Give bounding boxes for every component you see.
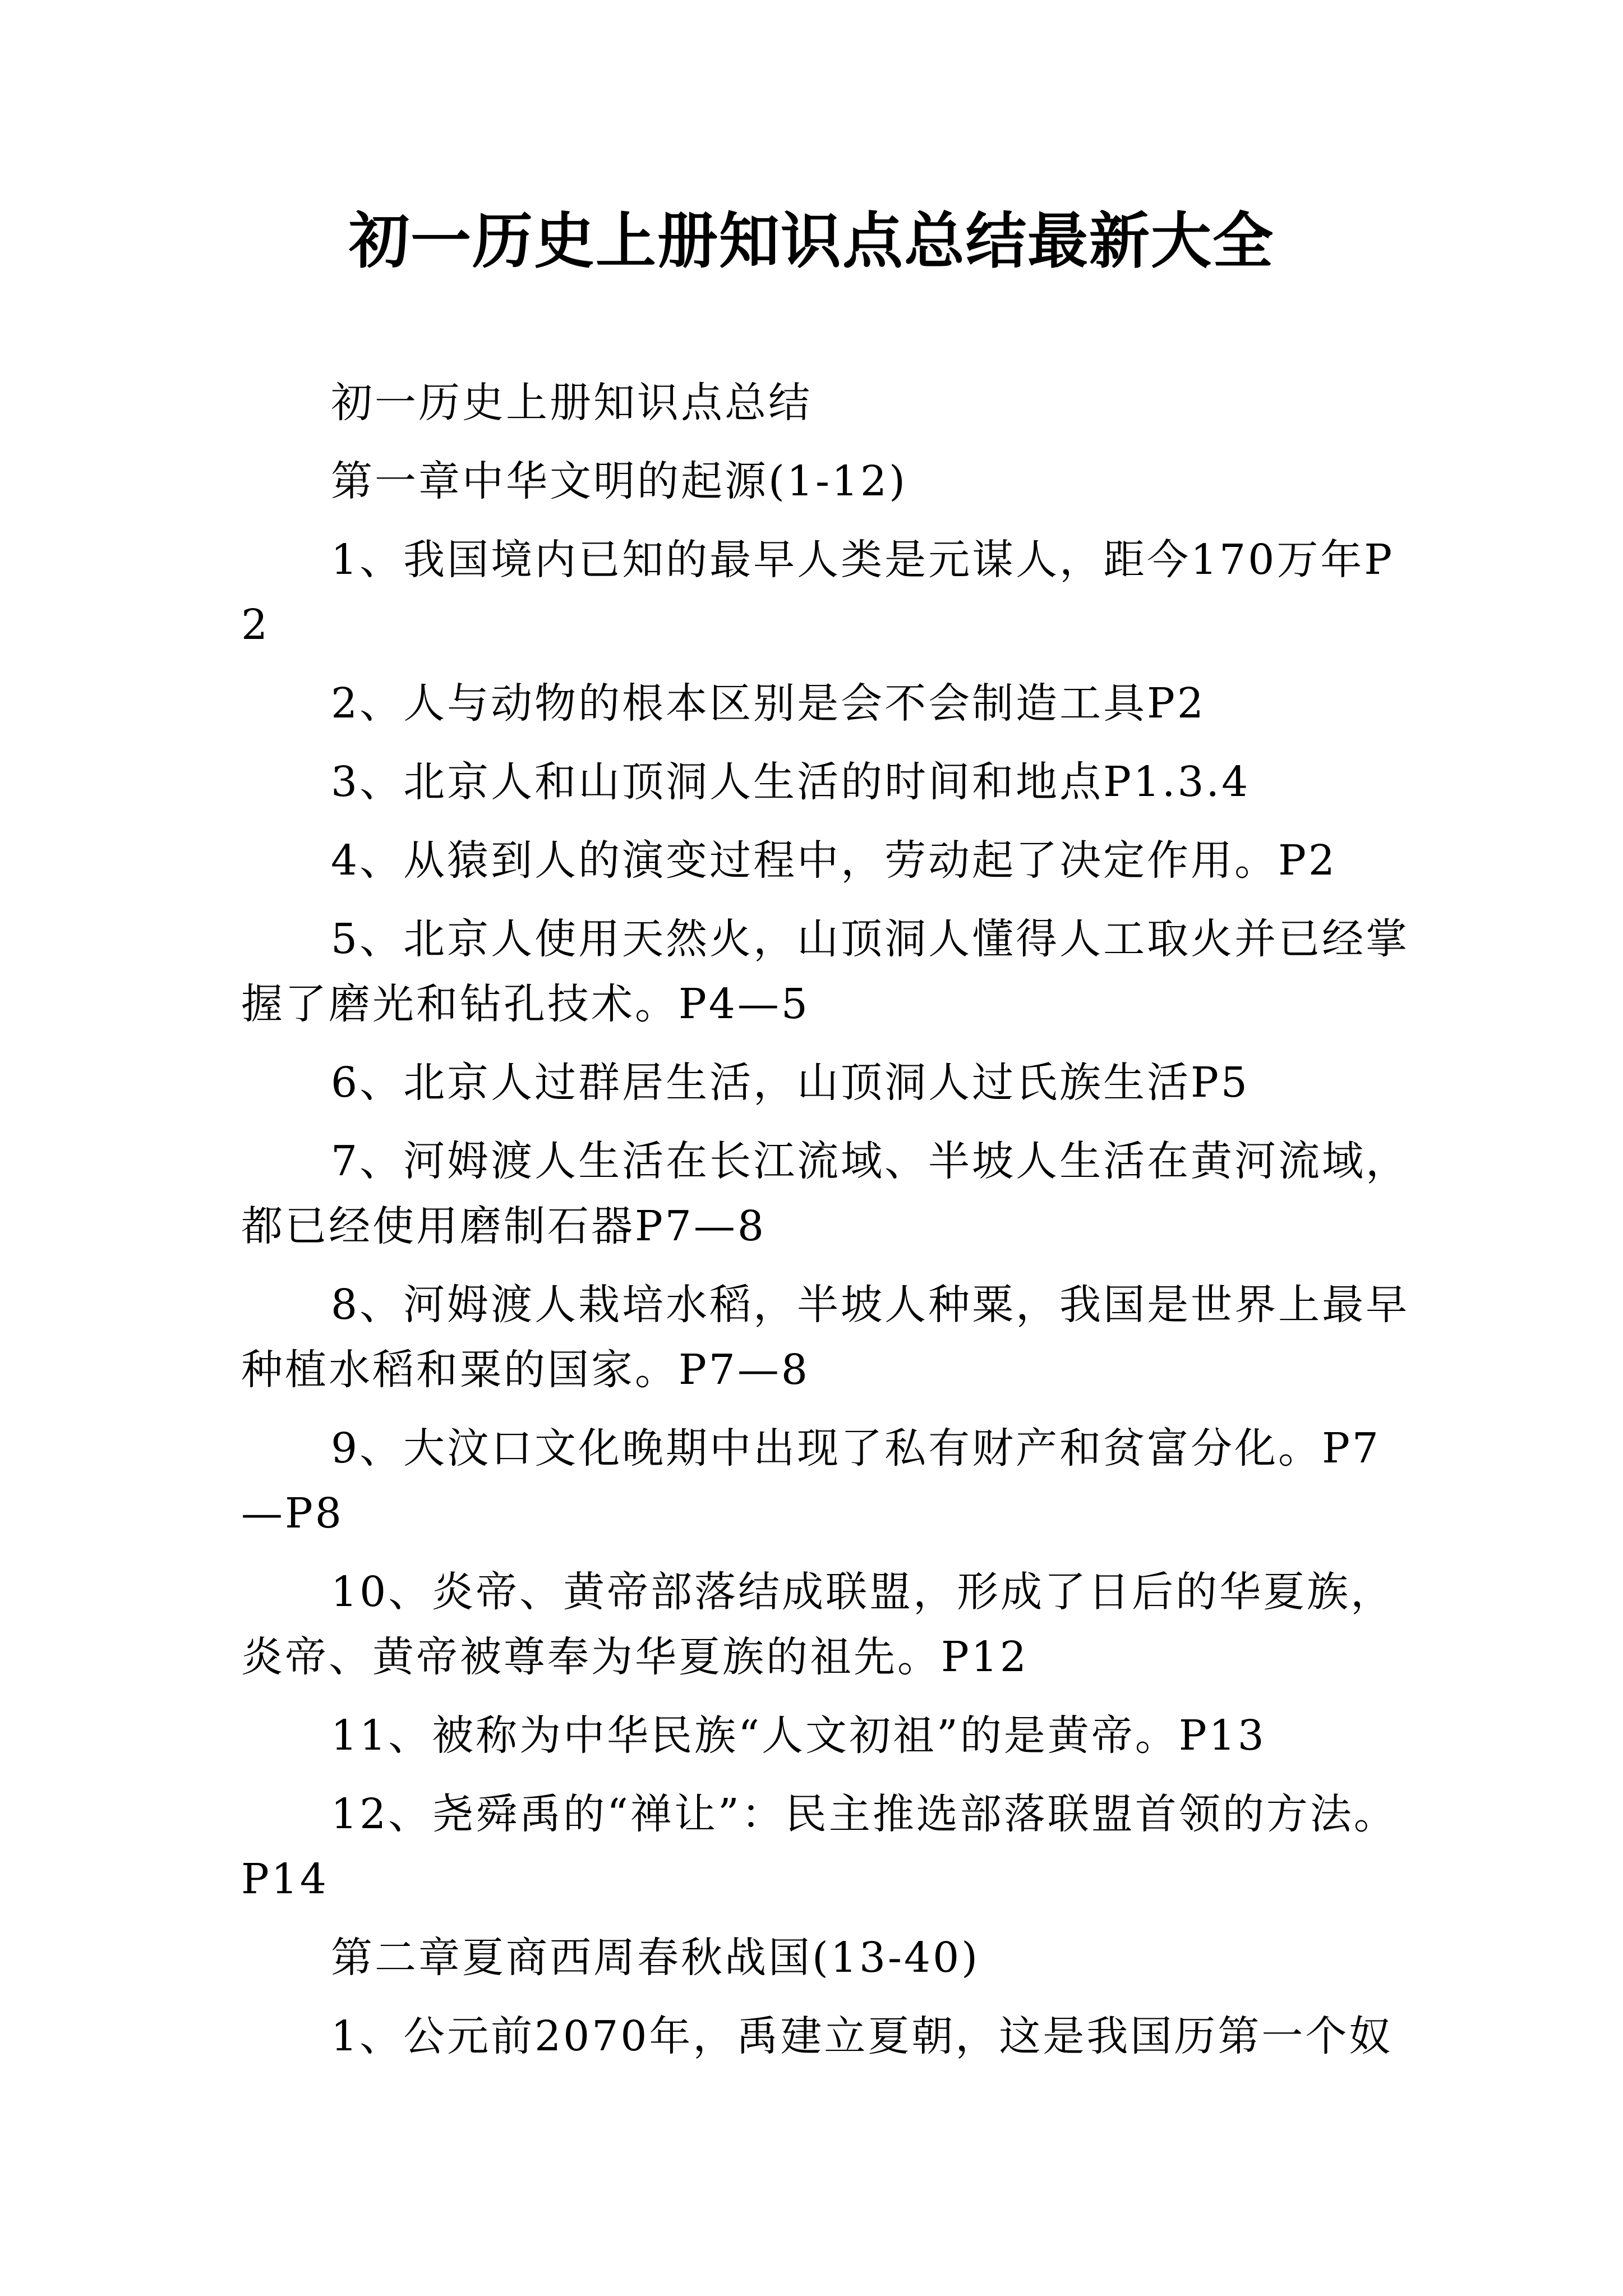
document-title: 初一历史上册知识点总结最新大全: [348, 206, 1274, 277]
paragraph: 8、河姆渡人栽培水稻，半坡人种粟，我国是世界上最早种植水稻和粟的国家。P7—8: [241, 1281, 1410, 1394]
paragraph: 12、尧舜禹的“禅让”：民主推选部落联盟首领的方法。P14: [241, 1790, 1398, 1903]
chapter-heading-1: 第一章中华文明的起源(1-12): [331, 457, 907, 505]
paragraph-heading: 初一历史上册知识点总结: [331, 379, 812, 427]
paragraph: 10、炎帝、黄帝部落结成联盟，形成了日后的华夏族，炎帝、黄帝被尊奉为华夏族的祖先。P12: [241, 1568, 1395, 1681]
paragraph: 4、从猿到人的演变过程中，劳动起了决定作用。P2: [331, 836, 1337, 885]
paragraph: 2、人与动物的根本区别是会不会制造工具P2: [331, 679, 1206, 728]
paragraph: 1、我国境内已知的最早人类是元谋人，距今170万年P2: [241, 536, 1395, 649]
paragraph: 7、河姆渡人生活在长江流域、半坡人生活在黄河流域，都已经使用磨制石器P7—8: [241, 1137, 1410, 1250]
document-body: [241, 370, 1413, 2082]
paragraph: 6、北京人过群居生活，山顶洞人过氏族生活P5: [331, 1059, 1249, 1107]
paragraph: 5、北京人使用天然火，山顶洞人懂得人工取火并已经掌握了磨光和钻孔技术。P4—5: [241, 915, 1410, 1028]
paragraph: 9、大汶口文化晚期中出现了私有财产和贫富分化。P7—P8: [241, 1424, 1381, 1538]
paragraph: 3、北京人和山顶洞人生活的时间和地点P1.3.4: [331, 758, 1251, 806]
paragraph: 1、公元前2070年，禹建立夏朝，这是我国历第一个奴: [331, 2012, 1393, 2060]
paragraph: 11、被称为中华民族“人文初祖”的是黄帝。P13: [331, 1711, 1266, 1760]
chapter-heading-2: 第二章夏商西周春秋战国(13-40): [331, 1934, 980, 1982]
